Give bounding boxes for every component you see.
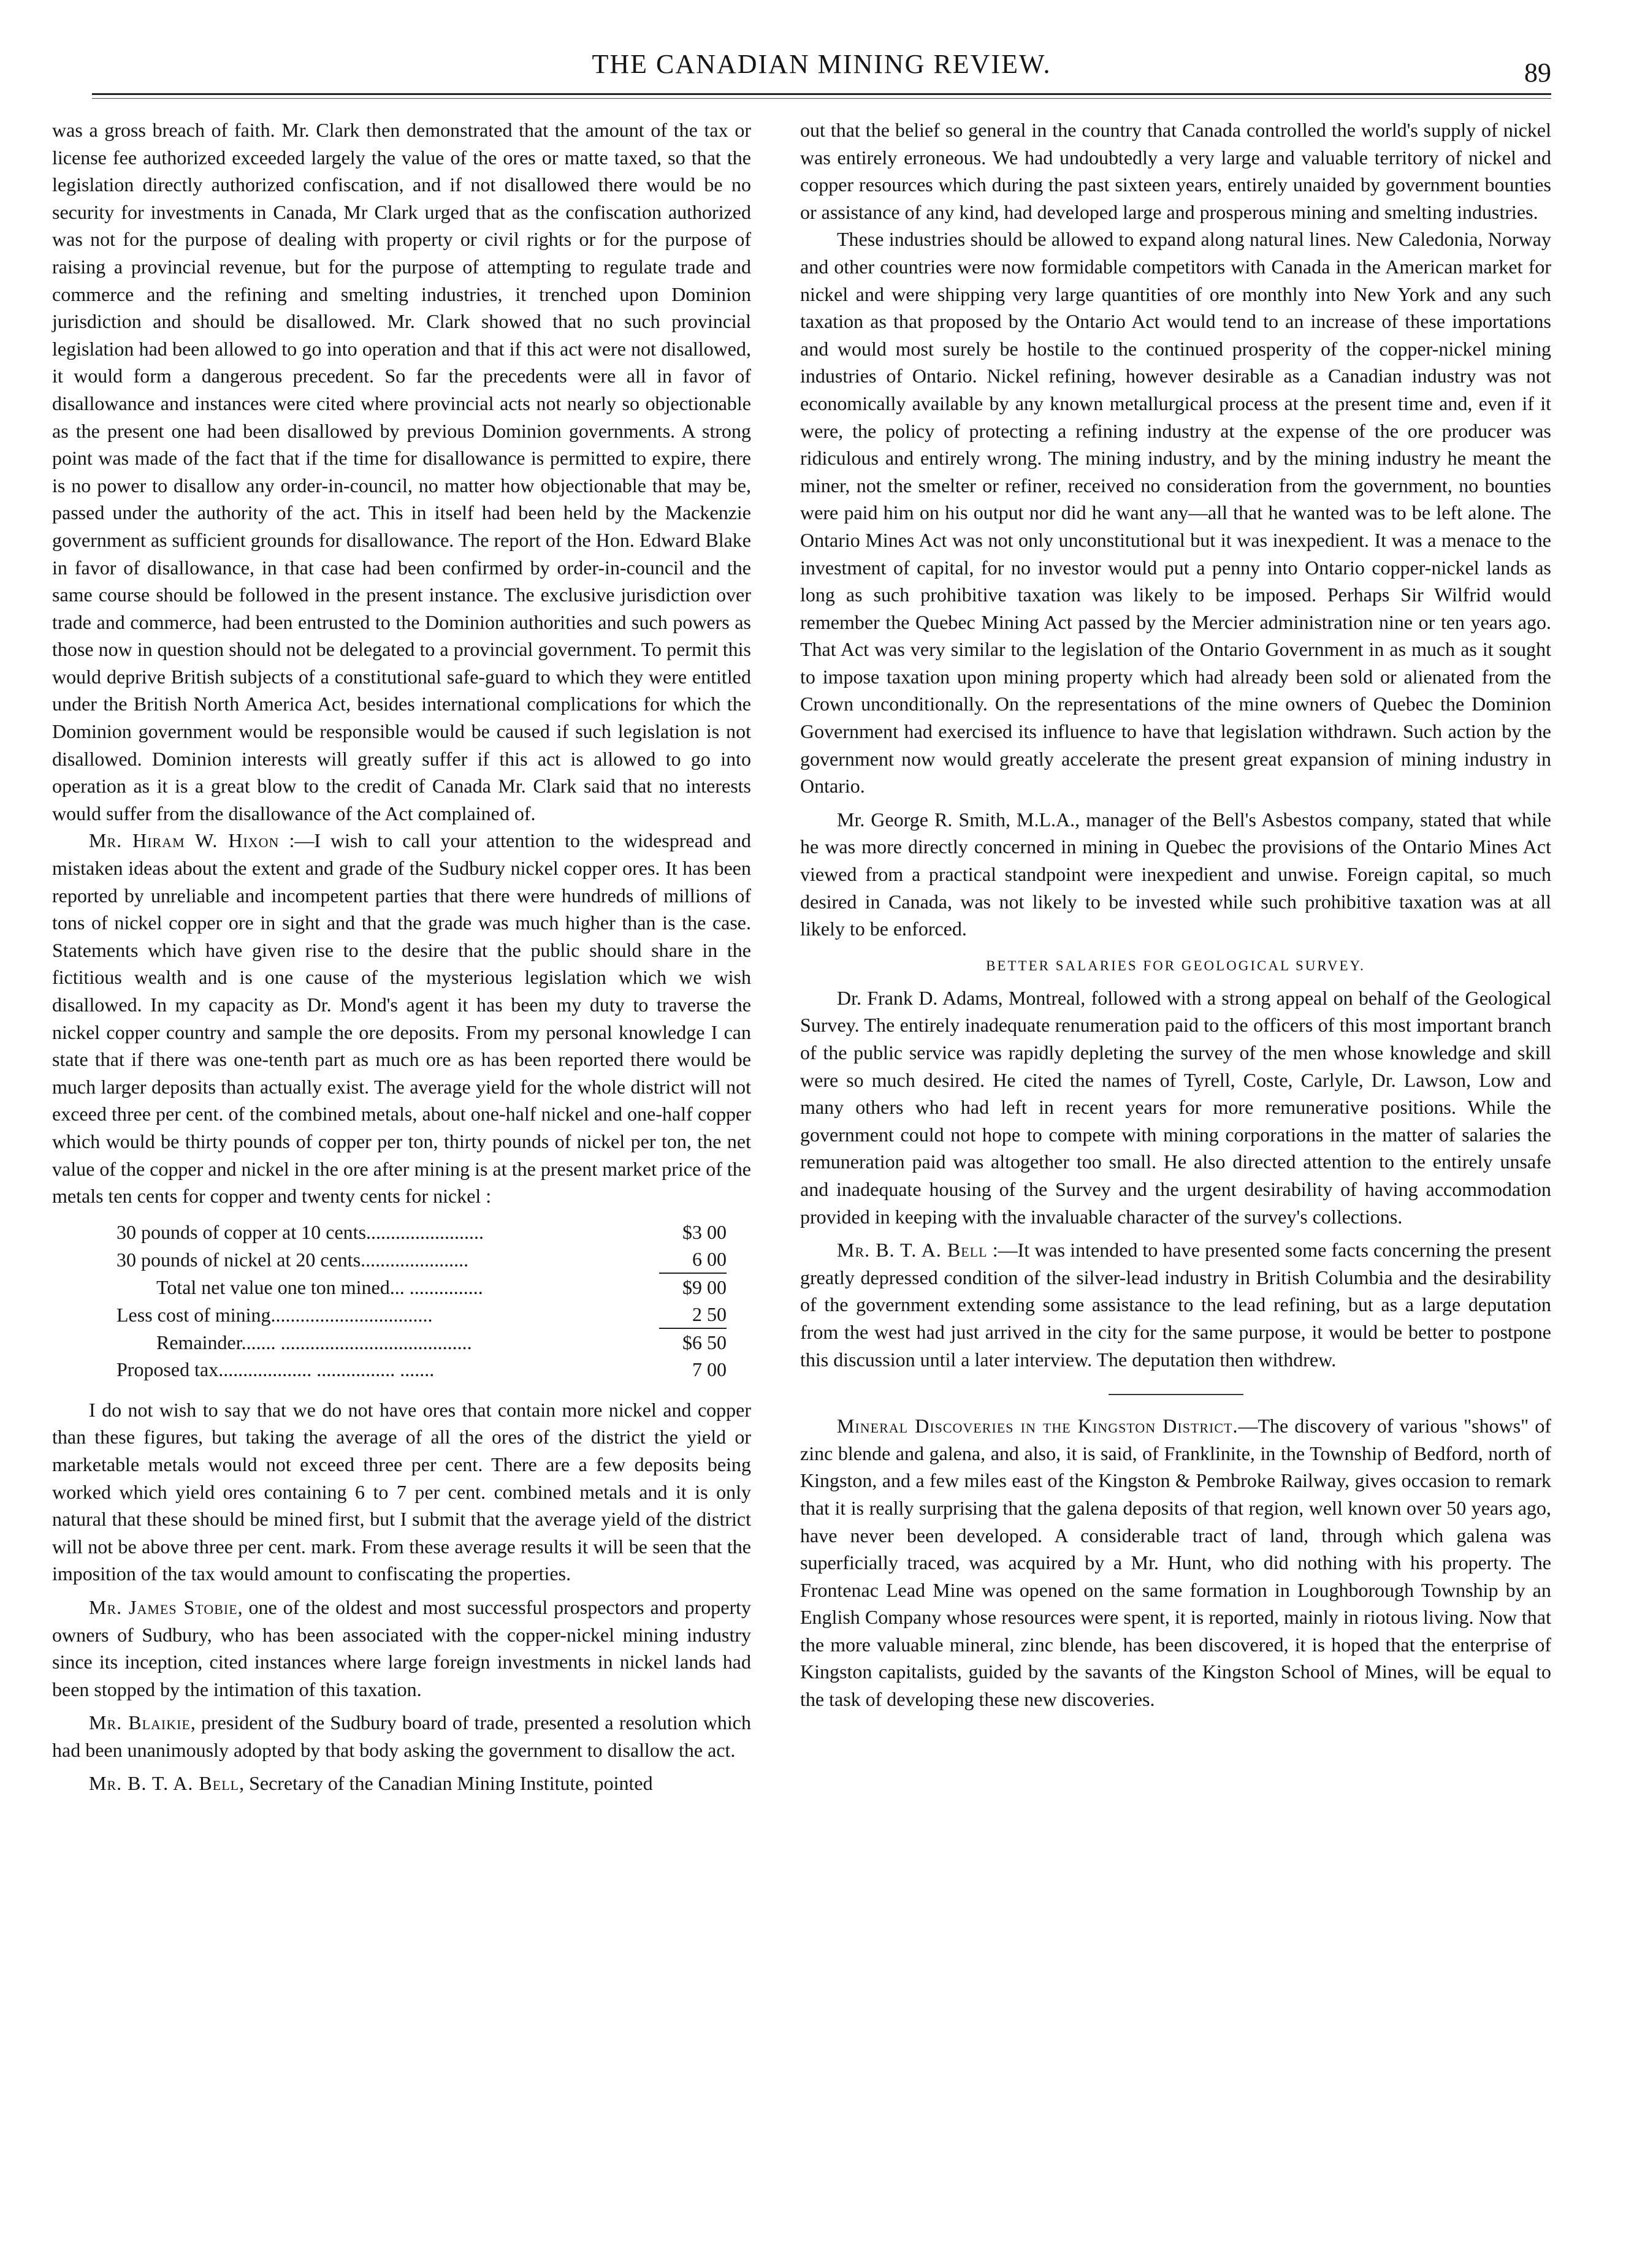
- table-row: [116, 1219, 727, 1246]
- row-label: 30 pounds of copper at 10 cents........................: [116, 1220, 484, 1243]
- row-label: Proposed tax................... ................ .......: [116, 1358, 435, 1380]
- value-calculation-table: [116, 1219, 727, 1383]
- paragraph-adams: Dr. Frank D. Adams, Montreal, followed with a strong appeal on behalf of the Geological Survey. The entirely inadequate renumeration paid to the officers of this most important branch of the public service was rapidly depleting the survey of the men whose knowledge and skill were so much desired. He cited the names of Tyrell, Coste, Carlyle, Dr. Lawson, Low and many others who had left in recent years for more remunerative positions. While the government could not hope to compete with mining corporations in the matter of salaries the remuneration paid was altogether too small. He also directed attention to the entirely unsafe and inadequate housing of the Survey and the urgent desirability of having accommodation provided in keeping with the invaluable character of the survey's collections.: [800, 986, 1551, 1228]
- left-column: [52, 116, 751, 1797]
- section-heading: BETTER SALARIES FOR GEOLOGICAL SURVEY.: [986, 957, 1365, 973]
- paragraph-smith: Mr. George R. Smith, M.L.A., manager of the Bell's Asbestos company, stated that while he was more directly concerned in mining in Quebec the provisions of the Ontario Mines Act viewed from a practical standpoint were inexpedient and unwise. Foreign capital, so much desired in Canada, was not likely to be invested while such prohibitive taxation was at all likely to be enforced.: [800, 808, 1551, 940]
- row-label: Total net value one ton mined... ...............: [156, 1276, 483, 1298]
- paragraph-bell-silver-lead: [800, 1236, 1551, 1373]
- speaker-name: Mr. B. T. A. Bell: [89, 1772, 240, 1795]
- row-label: Less cost of mining.................................: [116, 1303, 433, 1326]
- paragraph-blaikie: [52, 1709, 751, 1764]
- page-number: 89: [1524, 58, 1551, 88]
- row-amount: 7 00: [692, 1358, 727, 1380]
- table-row: [116, 1356, 727, 1383]
- row-label: Remainder....... .......................................: [156, 1331, 472, 1353]
- table-row: [116, 1301, 727, 1328]
- speaker-name: Mr. James Stobie: [89, 1596, 238, 1618]
- paragraph-text: —The discovery of various "shows" of zinc blende and galena, and also, it is said, of Franklinite, in the Township of Bedford, north of Kingston, and a few miles east of the Kingston & Pembroke Railway, gives occasion to remark that it is really surprising that the galena deposits of that region, well known over 50 years ago, have never been developed. A considerable tract of land, through which galena was superficially traced, was acquired by a Mr. Hunt, who did nothing with his property. The Frontenac Lead Mine was opened on the same formation in Loughborough Township by an English Company whose resources were spent, it is reported, mainly in riotous living. Now that the more valuable mineral, zinc blende, has been discovered, it is hoped that the enterprise of Kingston capitalists, guided by the savants of the Kingston School of Mines, will be equal to the task of developing these new discoveries.: [800, 1415, 1551, 1711]
- table-row: [116, 1328, 727, 1356]
- paragraph-hixon: [52, 827, 751, 1209]
- paragraph-text: , one of the oldest and most successful prospectors and property owners of Sudbury, who has been associated with the copper-nickel mining industry since its inception, cited instances where large foreign investments in nickel lands had been stopped by the intimation of this taxation.: [52, 1596, 752, 1700]
- row-amount: $9 00: [659, 1273, 727, 1301]
- paragraph-bell-continued: out that the belief so general in the country that Canada controlled the world's supply of nickel was entirely erroneous. We had undoubtedly a very large and valuable territory of nickel and copper resources which during the past sixteen years, entirely unaided by government bounties or assistance of any kind, had developed large and prosperous mining and smelting industries.: [800, 119, 1551, 223]
- paragraph-text: , Secretary of the Canadian Mining Institute, pointed: [239, 1772, 653, 1795]
- page-header: [92, 43, 1551, 98]
- paragraph-bell-intro: [52, 1770, 751, 1797]
- paragraph-text: :—It was intended to have presented some facts concerning the present greatly depressed condition of the silver-lead industry in British Columbia and the desirability of the government extending some assistance to the lead refining, but as a large deputation from the west had just arrived in the city for the same purpose, it would be better to postpone this discussion until a later interview. The deputation then withdrew.: [800, 1239, 1551, 1371]
- paragraph-ore-average: I do not wish to say that we do not have ores that contain more nickel and copper than these figures, but taking the average of all the ores of the district the yield or marketable metals would not exceed three per cent. There are a few deposits being worked which yield ores containing 6 to 7 per cent. combined metals and it is only natural that these should be mined first, but I submit that the average yield of the district will not be above three per cent. mark. From these average results it will be seen that the imposition of the tax would amount to confiscating the properties.: [52, 1398, 751, 1585]
- table-row: [116, 1273, 727, 1301]
- row-amount: 6 00: [692, 1247, 727, 1270]
- article-heading: Mineral Discoveries in the Kingston District.: [837, 1415, 1239, 1437]
- speaker-name: Mr. Blaikie: [89, 1711, 191, 1734]
- running-head: THE CANADIAN MINING REVIEW.: [592, 49, 1052, 79]
- speaker-name: Mr. Hiram W. Hixon: [89, 829, 280, 852]
- paragraph-kingston-discoveries: [800, 1412, 1551, 1713]
- header-rule: [92, 93, 1551, 99]
- row-amount: 2 50: [692, 1303, 727, 1325]
- paragraph-text: , president of the Sudbury board of trade, presented a resolution which had been unanimously adopted by that body asking the government to disallow the act.: [52, 1711, 752, 1761]
- paragraph-stobie: [52, 1594, 751, 1703]
- paragraph-text: :—I wish to call your attention to the widespread and mistaken ideas about the extent and grade of the Sudbury nickel copper ores. It has been reported by unreliable and incompetent parties that there were hundreds of millions of tons of nickel copper ore in sight and that the grade was much higher than is the case. Statements which have given rise to the desire that the public should share in the fictitious wealth and is one cause of the mysterious legislation which we wish disallowed. In my capacity as Dr. Mond's agent it has been my duty to traverse the nickel copper country and sample the ore deposits. From my personal knowledge I can state that if there was one-tenth part as much ore as has been reported there would be much larger deposits than actually exist. The average yield for the whole district will not exceed three per cent. of the combined metals, about one-half nickel and one-half copper which would be thirty pounds of copper per ton, thirty pounds of nickel per ton, the net value of the copper and nickel in the ore after mining is at the present market price of the metals ten cents for copper and twenty cents for nickel :: [52, 829, 751, 1208]
- speaker-name: Mr. B. T. A. Bell: [837, 1239, 988, 1261]
- row-amount: $3 00: [682, 1220, 727, 1243]
- section-divider: [1109, 1394, 1243, 1395]
- table-row: [116, 1246, 727, 1273]
- row-amount: $6 50: [659, 1328, 727, 1356]
- row-label: 30 pounds of nickel at 20 cents......................: [116, 1248, 469, 1271]
- right-column: [800, 116, 1551, 1713]
- paragraph-clark-argument: was a gross breach of faith. Mr. Clark then demonstrated that the amount of the tax or license fee authorized exceeded largely the value of the ores or matte taxed, so that the legislation directly authorized confiscation, and if not disallowed there would be no security for investments in Canada, Mr Clark urged that as the confiscation authorized was not for the purpose of dealing with property or civil rights or for the purpose of raising a provincial revenue, but for the purpose of attempting to regulate trade and commerce and the refining and smelting industries, it trenched upon Dominion jurisdiction and should be disallowed. Mr. Clark showed that no such provincial legislation had been allowed to go into operation and that if this act were not disallowed, it would form a dangerous precedent. So far the precedents were all in favor of disallowance and instances were cited where provincial acts not nearly so objectionable as the present one had been disallowed by previous Dominion governments. A strong point was made of the fact that if the time for disallowance is permitted to expire, there is no power to disallow any order-in-council, no matter how objectionable that may be, passed under the authority of the act. This in itself had been held by the Mackenzie government as sufficient grounds for disallowance. The report of the Hon. Edward Blake in favor of disallowance, in that case had been confirmed by order-in-council and the same course should be followed in the present instance. The exclusive jurisdiction over trade and commerce, had been entrusted to the Dominion authorities and such powers as those now in question should not be delegated to a provincial government. To permit this would deprive British subjects of a constitutional safe-guard to which they were entitled under the British North America Act, besides international complications for which the Dominion government would be responsible would be caused if such legislation is not disallowed. Dominion interests will greatly suffer if this act is allowed to go into operation as it is a great blow to the credit of Canada Mr. Clark said that no interests would suffer from the disallowance of the Act complained of.: [52, 119, 751, 824]
- paragraph-industries: These industries should be allowed to expand along natural lines. New Caledonia, Norway and other countries were now formidable competitors with Canada in the American market for nickel and were shipping very large quantities of ore monthly into New York and any such taxation as that proposed by the Ontario Act would tend to an increase of these importations and would most surely be hostile to the continued prosperity of the copper-nickel mining industries of Ontario. Nickel refining, however desirable as a Canadian industry was not economically available by any known metallurgical process at the present time and, even if it were, the policy of protecting a refining industry at the expense of the ore producer was ridiculous and entirely wrong. The mining industry, and by the mining industry he meant the miner, not the smelter or refiner, received no consideration from the government, no bounties were paid him on his output nor did he want any—all that he wanted was to be left alone. The Ontario Mines Act was not only unconstitutional but it was inexpedient. It was a menace to the investment of capital, for no investor would put a penny into Ontario copper-nickel lands as long as such prohibitive taxation was likely to be imposed. Perhaps Sir Wilfrid would remember the Quebec Mining Act passed by the Mercier administration nine or ten years ago. That Act was very similar to the legislation of the Ontario Government in as much as it sought to impose taxation upon mining property which had already been sold or alienated from the Crown unconditionally. On the representations of the mine owners of Quebec the Dominion Government had exercised its influence to have that legislation withdrawn. Such action by the government now would greatly accelerate the present great expansion of mining industry in Ontario.: [800, 228, 1551, 797]
